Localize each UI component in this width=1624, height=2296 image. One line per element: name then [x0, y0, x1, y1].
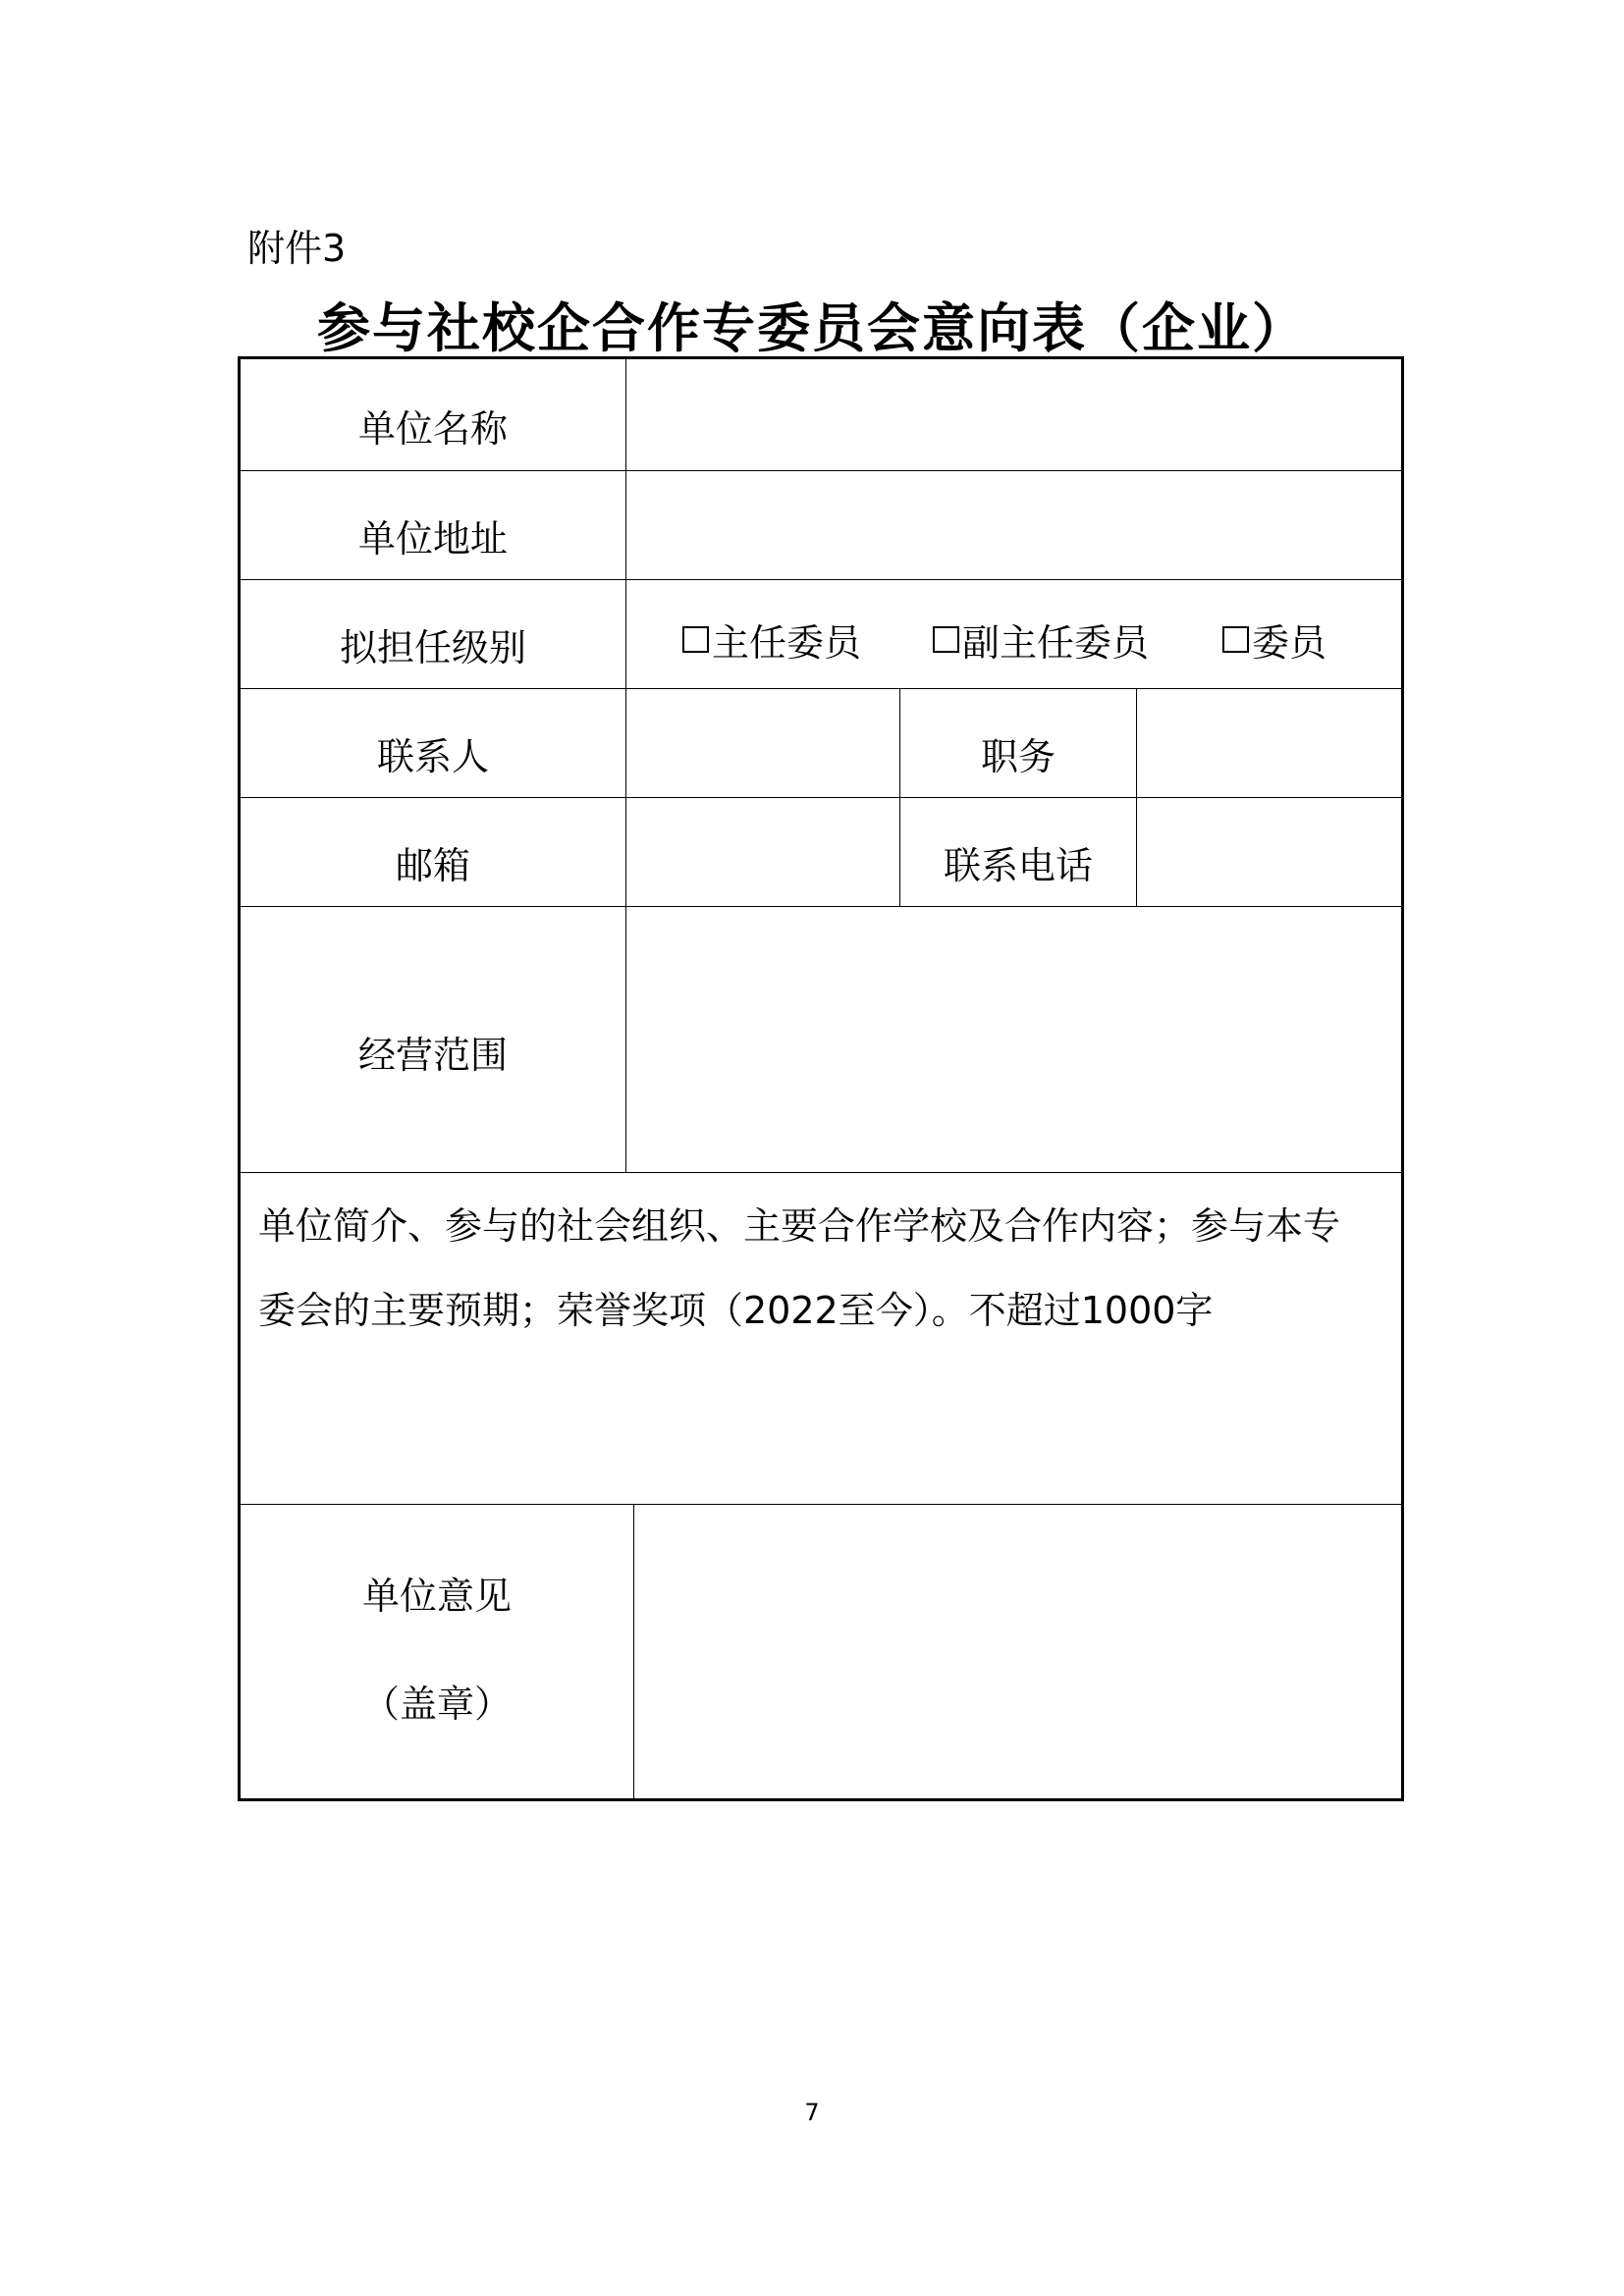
row-divider [241, 1172, 1401, 1173]
form-title: 参与社校企合作专委员会意向表（企业） [317, 296, 1307, 359]
checkbox-icon[interactable] [682, 626, 709, 653]
business-scope-field[interactable] [626, 906, 1401, 1172]
checkbox-icon[interactable] [1222, 626, 1249, 653]
option-chair[interactable] [682, 585, 861, 693]
unit-opinion-label-cell [241, 1508, 633, 1800]
unit-opinion-field[interactable] [634, 1505, 1401, 1798]
phone-label: 联系电话 [943, 844, 1093, 887]
unit-intro-instructions[interactable] [258, 1184, 1387, 1353]
position-field[interactable] [1137, 688, 1401, 797]
checkbox-icon[interactable] [933, 626, 959, 653]
option-member-label: 委员 [1252, 620, 1327, 665]
option-vice-chair-label: 副主任委员 [962, 620, 1150, 665]
option-vice-chair[interactable] [933, 585, 1149, 693]
option-member[interactable] [1222, 585, 1326, 693]
unit-opinion-label: 单位意见 [361, 1574, 512, 1618]
email-field[interactable] [626, 797, 899, 906]
unit-address-field[interactable] [626, 470, 1401, 579]
unit-name-field[interactable] [626, 359, 1401, 470]
seal-label: （盖章） [361, 1682, 512, 1726]
position-label: 职务 [980, 735, 1056, 778]
phone-field[interactable] [1137, 797, 1401, 906]
business-scope-label: 经营范围 [357, 1034, 508, 1077]
contact-field[interactable] [626, 688, 899, 797]
intent-form-table [238, 356, 1404, 1801]
page-number: 7 [804, 2099, 820, 2126]
level-label: 拟担任级别 [339, 626, 526, 669]
attachment-label: 附件3 [247, 227, 347, 270]
intro-line: 委会的主要预期；荣誉奖项（2022至今）。不超过1000字 [258, 1289, 1214, 1332]
option-chair-label: 主任委员 [712, 620, 862, 665]
intro-line: 单位简介、参与的社会组织、主要合作学校及合作内容；参与本专 [258, 1204, 1341, 1248]
contact-label: 联系人 [376, 735, 489, 778]
email-label: 邮箱 [395, 844, 470, 887]
unit-address-label: 单位地址 [357, 517, 508, 561]
unit-name-label: 单位名称 [357, 407, 508, 451]
